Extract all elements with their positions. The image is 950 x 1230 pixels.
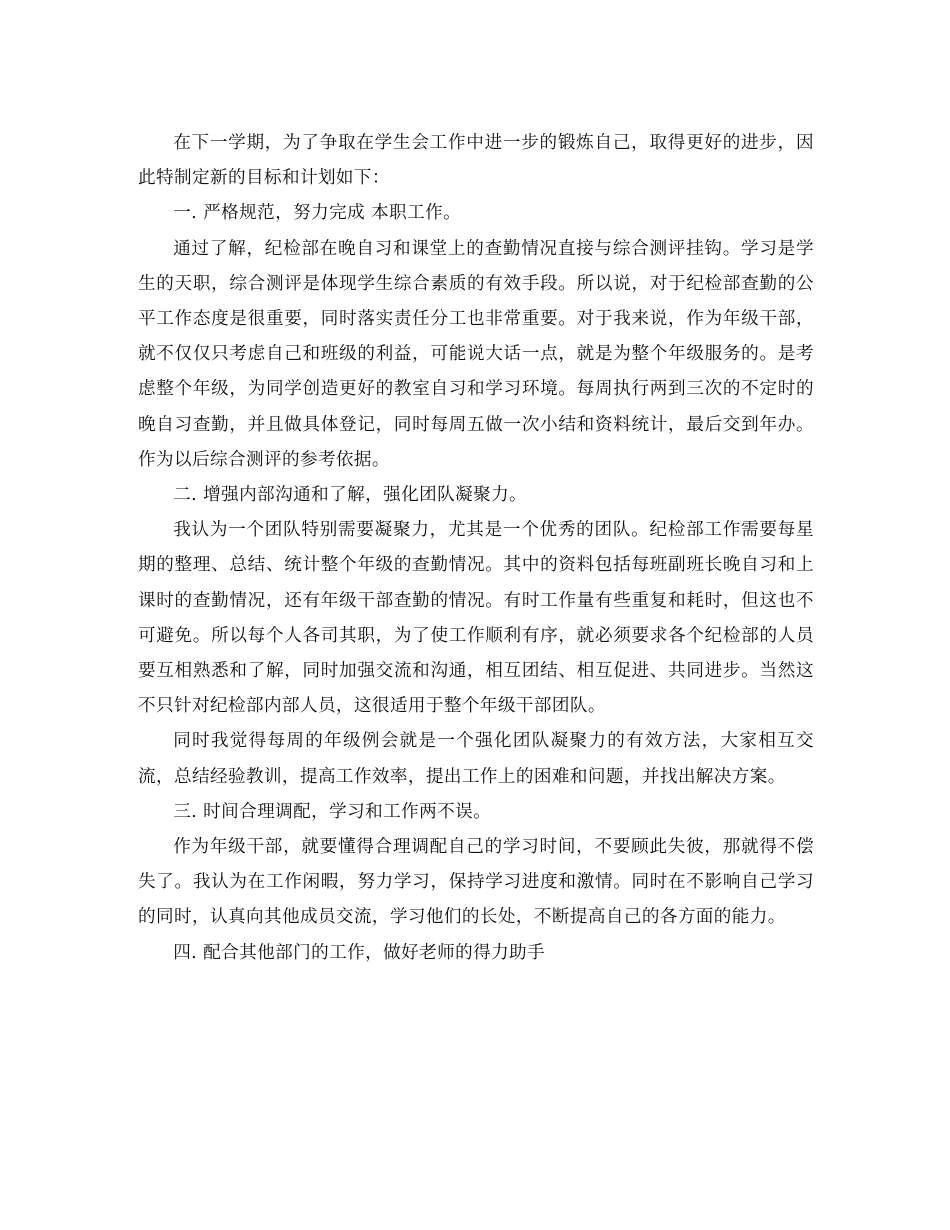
section-1-paragraph: 通过了解，纪检部在晚自习和课堂上的查勤情况直接与综合测评挂钩。学习是学生的天职，综合测评是体现学生综合素质的有效手段。所以说，对于纪检部查勤的公平工作态度是很重要，同时落实责任分工也非常重要。对于我来说，作为年级干部，就不仅仅只考虑自己和班级的利益，可能说大话一点，就是为整个年级服务的。是考虑整个年级，为同学创造更好的教室自习和学习环境。每周执行两到三次的不定时的晚自习查勤，并且做具体登记，同时每周五做一次小结和资料统计，最后交到年办。作为以后综合测评的参考依据。 (138, 238, 814, 470)
intro-paragraph: 在下一学期，为了争取在学生会工作中进一步的锻炼自己，取得更好的进步，因此特制定新的目标和计划如下： (138, 133, 814, 189)
section-heading-4: 四. 配合其他部门的工作，做好老师的得力助手 (173, 942, 546, 963)
document-body (138, 126, 814, 971)
section-2-paragraph-1: 我认为一个团队特别需要凝聚力，尤其是一个优秀的团队。纪检部工作需要每星期的整理、总结、统计整个年级的查勤情况。其中的资料包括每班副班长晚自习和上课时的查勤情况，还有年级干部查勤的情况。有时工作量有些重复和耗时，但这也不可避免。所以每个人各司其职，为了使工作顺利有序，就必须要求各个纪检部的人员要互相熟悉和了解，同时加强交流和沟通，相互团结、相互促进、共同进步。当然这不只针对纪检部内部人员，这很适用于整个年级干部团队。 (138, 520, 814, 717)
section-2-paragraph-2: 同时我觉得每周的年级例会就是一个强化团队凝聚力的有效方法，大家相互交流，总结经验教训，提高工作效率，提出工作上的困难和问题，并找出解决方案。 (138, 731, 814, 787)
section-heading-1: 一. 严格规范，努力完成 本职工作。 (173, 203, 462, 224)
section-heading-2: 二. 增强内部沟通和了解，强化团队凝聚力。 (173, 485, 528, 506)
section-3-paragraph: 作为年级干部，就要懂得合理调配自己的学习时间，不要顾此失彼，那就得不偿失了。我认为在工作闲暇，努力学习，保持学习进度和激情。同时在不影响自己学习的同时，认真向其他成员交流，学习他们的长处，不断提高自己的各方面的能力。 (138, 837, 814, 928)
section-heading-3: 三. 时间合理调配，学习和工作两不误。 (173, 801, 492, 822)
